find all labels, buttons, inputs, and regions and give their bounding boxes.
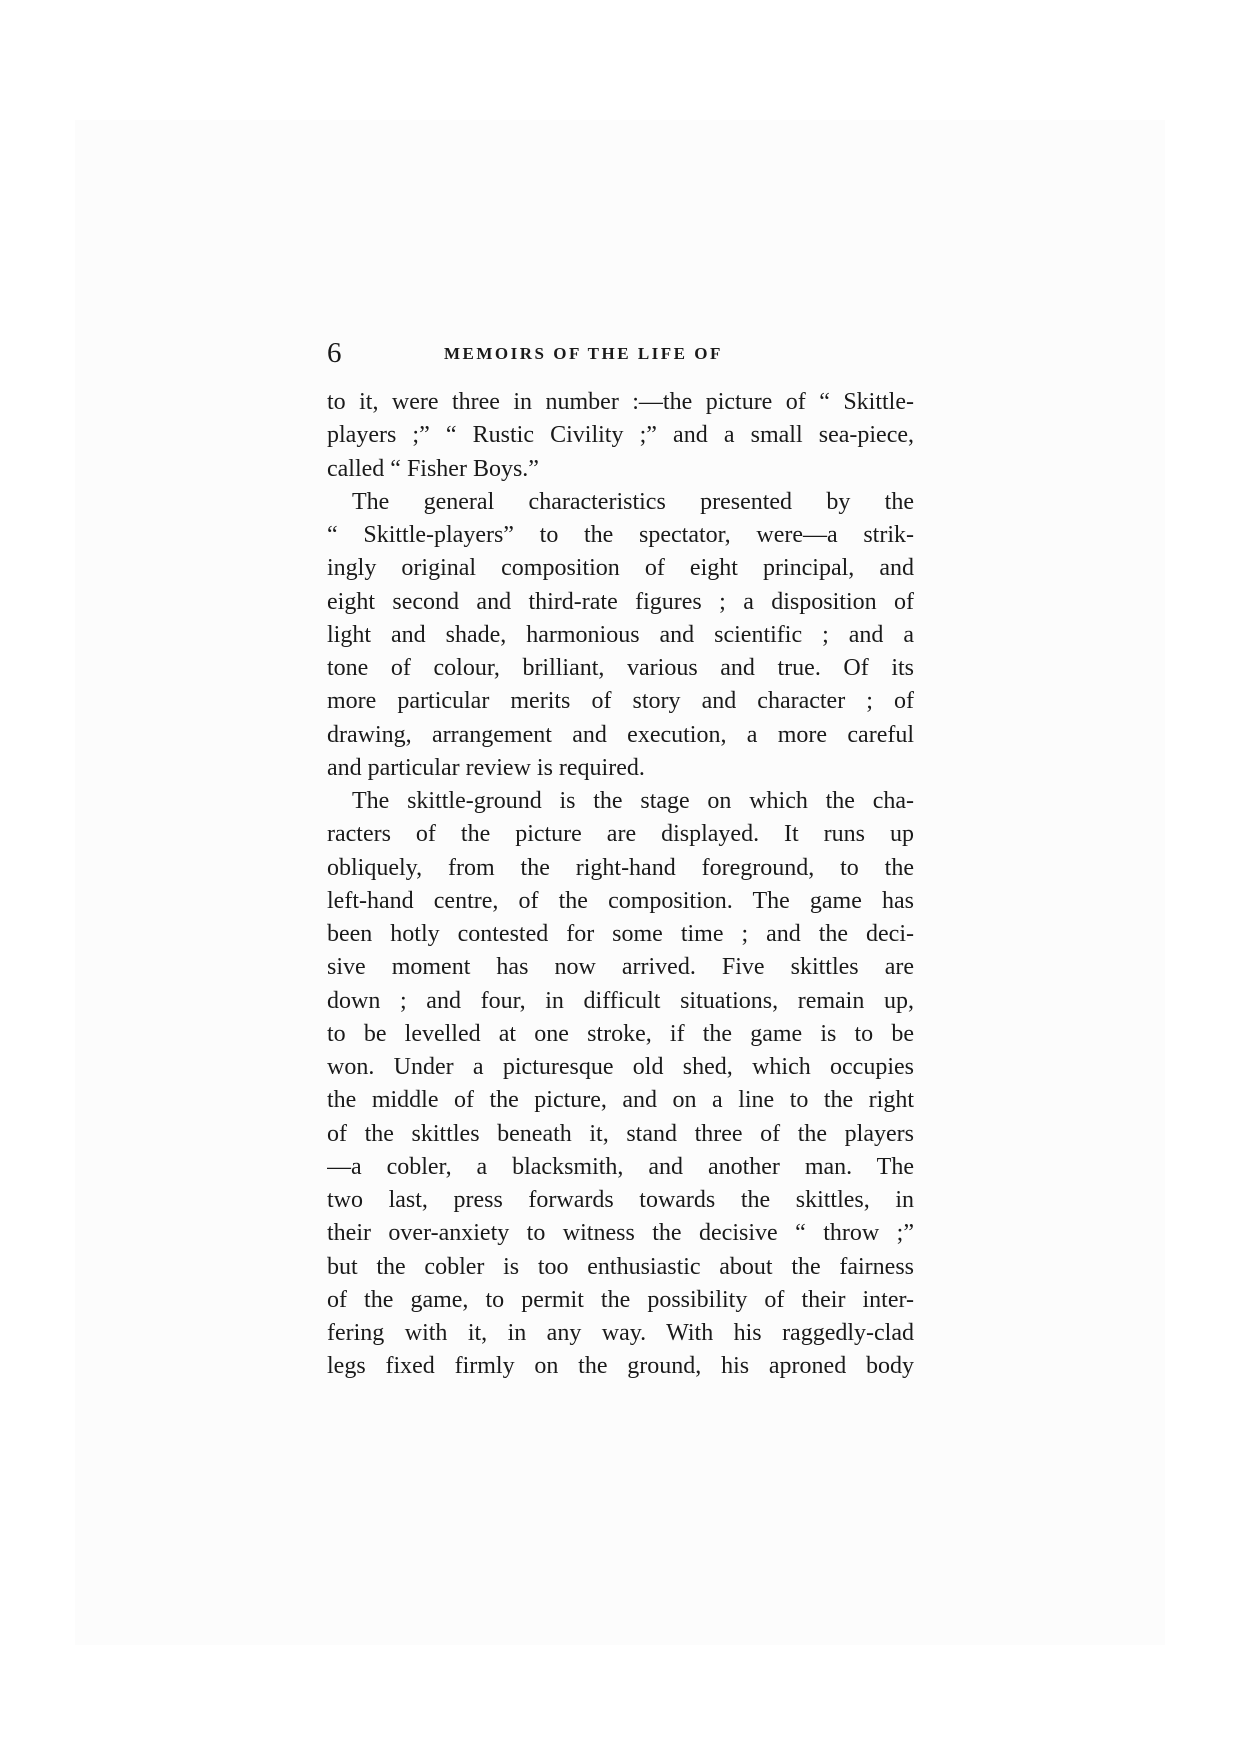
text-line: The general characteristics presented by the — [352, 488, 914, 515]
text-line: The skittle-ground is the stage on which the cha- — [352, 788, 914, 814]
running-title: MEMOIRS OF THE LIFE OF — [444, 344, 723, 363]
text-line: their over-anxiety to witness the decisive “ throw ;” — [327, 1220, 914, 1247]
text-line: the middle of the picture, and on a line to the right — [327, 1087, 914, 1114]
text-line: fering with it, in any way. With his raggedly-clad — [327, 1320, 914, 1346]
text-line: of the game, to permit the possibility of their inter- — [327, 1286, 914, 1313]
body-text — [327, 386, 914, 1384]
text-line: been hotly contested for some time ; and the deci- — [327, 921, 914, 947]
text-line: more particular merits of story and character ; of — [327, 688, 914, 715]
text-line: players ;” “ Rustic Civility ;” and a small sea-piece, — [327, 422, 914, 449]
text-line: of the skittles beneath it, stand three of the players — [327, 1120, 914, 1147]
text-line: light and shade, harmonious and scientific ; and a — [327, 621, 914, 648]
text-line: left-hand centre, of the composition. The game has — [327, 887, 914, 914]
text-line: down ; and four, in difficult situations, remain up, — [327, 987, 914, 1014]
text-line: tone of colour, brilliant, various and true. Of its — [327, 655, 914, 681]
text-line: to it, were three in number :—the picture of “ Skittle- — [327, 389, 914, 415]
text-line: drawing, arrangement and execution, a more careful — [327, 721, 914, 748]
text-line: two last, press forwards towards the skittles, in — [327, 1187, 914, 1213]
text-line: and particular review is required. — [327, 754, 645, 781]
text-line: legs fixed firmly on the ground, his aproned body — [327, 1353, 914, 1380]
running-head — [327, 338, 914, 386]
text-block — [327, 338, 914, 1384]
text-line: obliquely, from the right-hand foreground, to the — [327, 854, 914, 881]
text-line: to be levelled at one stroke, if the game is to be — [327, 1020, 914, 1047]
text-line: racters of the picture are displayed. It runs up — [327, 821, 914, 848]
text-line: ingly original composition of eight principal, and — [327, 555, 914, 582]
text-line: won. Under a picturesque old shed, which occupies — [327, 1054, 914, 1080]
page-number: 6 — [327, 337, 342, 369]
text-line: eight second and third-rate figures ; a disposition of — [327, 588, 914, 615]
text-line: but the cobler is too enthusiastic about the fairness — [327, 1253, 914, 1280]
text-line: sive moment has now arrived. Five skittles are — [327, 954, 914, 981]
text-line: —a cobler, a blacksmith, and another man. The — [327, 1153, 914, 1180]
text-line: called “ Fisher Boys.” — [327, 455, 539, 482]
text-line: “ Skittle-players” to the spectator, were—a strik- — [327, 522, 914, 548]
